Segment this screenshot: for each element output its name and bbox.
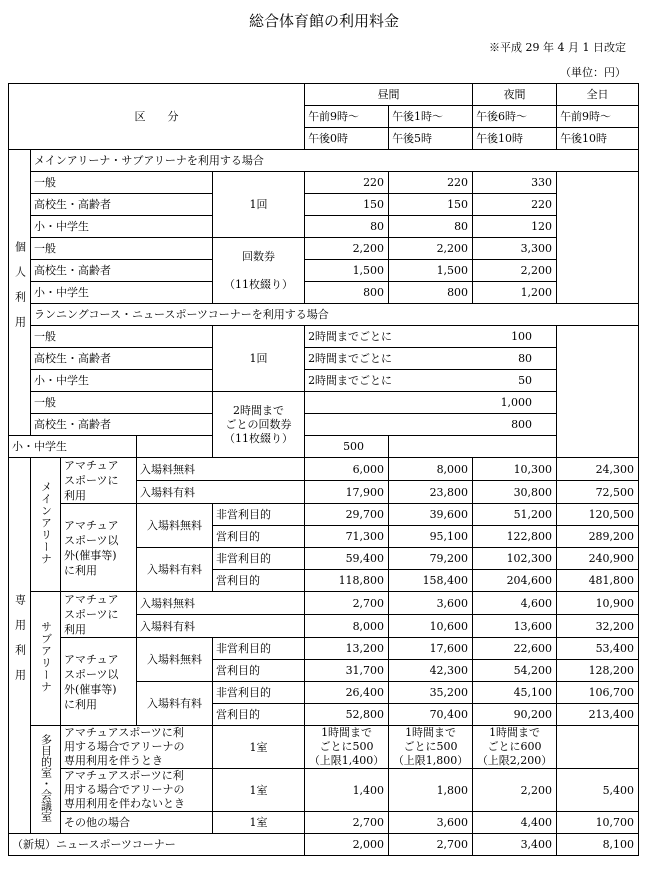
fee-cell: 79,200	[389, 548, 473, 570]
header-slot: 午後5時	[389, 128, 473, 150]
fee-cell: 2時間までごとに 50	[305, 370, 557, 392]
fee-cell: 120	[473, 216, 557, 238]
category-high: 高校生・高齢者	[31, 194, 213, 216]
empty-cell	[557, 172, 639, 304]
table-row	[9, 194, 639, 216]
fee-cell: 31,700	[305, 660, 389, 682]
profit-label: 営利目的	[213, 570, 305, 592]
fee-cell: 35,200	[389, 682, 473, 704]
category-general: 一般	[31, 172, 213, 194]
fee-cell: 80	[389, 216, 473, 238]
fee-cell: 1,000	[305, 392, 557, 414]
fee-cell: 24,300	[557, 458, 639, 481]
header-slot: 午後10時	[557, 128, 639, 150]
free-label: 入場料無料	[137, 504, 213, 548]
page-title: 総合体育館の利用料金	[248, 12, 399, 30]
fee-cell: 289,200	[557, 526, 639, 548]
fee-cell: 8,000	[305, 615, 389, 638]
fee-cell: 42,300	[389, 660, 473, 682]
fee-cell: 150	[389, 194, 473, 216]
fee-cell: 2,200	[389, 238, 473, 260]
fee-cell: 6,000	[305, 458, 389, 481]
table-row	[9, 504, 639, 526]
fee-cell: 2,000	[305, 834, 389, 856]
fee-cell: 118,800	[305, 570, 389, 592]
profit-label: 営利目的	[213, 704, 305, 726]
fee-cell: 2時間までごとに 100	[305, 326, 557, 348]
category-junior: 小・中学生	[31, 282, 213, 304]
paid-label: 入場料有料	[137, 615, 305, 638]
fee-cell: 54,200	[473, 660, 557, 682]
fee-cell: 71,300	[305, 526, 389, 548]
fee-cell: 2,700	[389, 834, 473, 856]
room-count: 1室	[213, 769, 305, 812]
table-row	[9, 392, 639, 414]
fee-cell: 122,800	[473, 526, 557, 548]
category-junior: 小・中学生	[9, 436, 137, 458]
fee-cell: 1時間まで ごとに500 （上限1,800）	[389, 726, 473, 769]
table-row	[9, 436, 639, 458]
table-row	[9, 638, 639, 660]
revision-note: ※平成 29 年 4 月 1 日改定	[489, 41, 626, 54]
fee-cell: 22,600	[473, 638, 557, 660]
fee-cell: 2,700	[305, 812, 389, 834]
fee-cell: 220	[389, 172, 473, 194]
profit-label: 営利目的	[213, 526, 305, 548]
fee-cell: 2時間までごとに 80	[305, 348, 557, 370]
table-row	[9, 326, 639, 348]
nonprofit-label: 非営利目的	[213, 638, 305, 660]
fee-cell: 158,400	[389, 570, 473, 592]
fee-cell: 29,700	[305, 504, 389, 526]
header-slot: 午前9時～	[305, 106, 389, 128]
room-without-arena-label: アマチュアスポーツに利 用する場合でアリーナの 専用利用を伴わないとき	[61, 769, 213, 812]
fee-cell: 500	[137, 436, 389, 458]
header-slot: 午後6時～	[473, 106, 557, 128]
fee-cell: 800	[305, 282, 389, 304]
fee-cell: 1時間まで ごとに500 （上限1,400）	[305, 726, 389, 769]
table-row	[9, 172, 639, 194]
fee-cell: 800	[305, 414, 557, 436]
paid-label: 入場料有料	[137, 481, 305, 504]
fee-cell: 204,600	[473, 570, 557, 592]
fee-cell: 2,200	[305, 238, 389, 260]
personal-label: 個人利用	[9, 150, 31, 436]
category-junior: 小・中学生	[31, 216, 213, 238]
room-label: 多目的室・会議室	[31, 726, 61, 834]
fee-cell: 481,800	[557, 570, 639, 592]
fee-cell: 213,400	[557, 704, 639, 726]
fee-cell: 10,600	[389, 615, 473, 638]
fee-cell: 13,200	[305, 638, 389, 660]
table-row	[9, 592, 639, 615]
fee-cell: 1,500	[389, 260, 473, 282]
fee-cell: 3,600	[389, 592, 473, 615]
running-section-title: ランニングコース・ニュースポーツコーナーを利用する場合	[31, 304, 639, 326]
profit-label: 営利目的	[213, 660, 305, 682]
table-row	[9, 238, 639, 260]
fee-cell: 10,900	[557, 592, 639, 615]
header-slot: 午後10時	[473, 128, 557, 150]
fee-cell: 90,200	[473, 704, 557, 726]
fee-cell: 10,300	[473, 458, 557, 481]
amateur-label: アマチュア スポーツに 利用	[61, 458, 137, 504]
fee-cell: 1,500	[305, 260, 389, 282]
nonprofit-label: 非営利目的	[213, 682, 305, 704]
header-night: 夜間	[473, 84, 557, 106]
run-coupon-label: 2時間まで ごとの回数券 （11枚綴り）	[213, 392, 305, 458]
header-slot: 午後1時～	[389, 106, 473, 128]
fee-cell: 120,500	[557, 504, 639, 526]
once-label: 1回	[213, 172, 305, 238]
header-row-1	[9, 84, 639, 106]
fee-cell: 800	[389, 282, 473, 304]
table-row	[9, 414, 639, 436]
fee-cell: 8,000	[389, 458, 473, 481]
fee-cell: 32,200	[557, 615, 639, 638]
coupon-label: 回数券 （11枚綴り）	[213, 238, 305, 304]
paid-label: 入場料有料	[137, 682, 213, 726]
fee-cell: 30,800	[473, 481, 557, 504]
fee-cell: 51,200	[473, 504, 557, 526]
fee-cell: 53,400	[557, 638, 639, 660]
amateur-label: アマチュア スポーツに 利用	[61, 592, 137, 638]
fee-cell: 5,400	[557, 769, 639, 812]
main-arena-label: メインアリーナ	[31, 458, 61, 592]
fee-cell: 1,400	[305, 769, 389, 812]
fee-cell: 240,900	[557, 548, 639, 570]
fee-cell: 59,400	[305, 548, 389, 570]
once-label: 1回	[213, 326, 305, 392]
free-label: 入場料無料	[137, 592, 305, 615]
fee-cell: 330	[473, 172, 557, 194]
fee-cell: 23,800	[389, 481, 473, 504]
fee-cell: 26,400	[305, 682, 389, 704]
fee-cell: 102,300	[473, 548, 557, 570]
table-row	[9, 834, 639, 856]
empty-cell	[557, 326, 639, 458]
fee-cell: 4,600	[473, 592, 557, 615]
exclusive-label: 専用利用	[9, 458, 31, 834]
other-use-label: アマチュア スポーツ以 外(催事等) に利用	[61, 638, 137, 726]
header-slot: 午後0時	[305, 128, 389, 150]
category-general: 一般	[31, 392, 213, 414]
fee-cell: 17,900	[305, 481, 389, 504]
fee-cell: 17,600	[389, 638, 473, 660]
category-general: 一般	[31, 326, 213, 348]
table-row	[9, 282, 639, 304]
fee-cell: 4,400	[473, 812, 557, 834]
header-daytime: 昼間	[305, 84, 473, 106]
unit-note: （単位：円）	[560, 66, 626, 79]
table-row	[9, 458, 639, 481]
fee-cell: 1,800	[389, 769, 473, 812]
fee-cell: 45,100	[473, 682, 557, 704]
fee-cell: 2,700	[305, 592, 389, 615]
table-row	[9, 370, 639, 392]
free-label: 入場料無料	[137, 638, 213, 682]
fee-cell: 1,200	[473, 282, 557, 304]
header-allday: 全日	[557, 84, 639, 106]
sub-arena-label: サブアリーナ	[31, 592, 61, 726]
fee-cell: 13,600	[473, 615, 557, 638]
table-row	[9, 216, 639, 238]
fee-cell: 106,700	[557, 682, 639, 704]
room-other-label: その他の場合	[61, 812, 213, 834]
fee-cell: 3,600	[389, 812, 473, 834]
fee-cell: 2,200	[473, 769, 557, 812]
paid-label: 入場料有料	[137, 548, 213, 592]
new-sports-corner-label: （新規）ニュースポーツコーナー	[9, 834, 305, 856]
fee-cell: 3,400	[473, 834, 557, 856]
fee-cell: 2,200	[473, 260, 557, 282]
category-high: 高校生・高齢者	[31, 348, 213, 370]
room-count: 1室	[213, 726, 305, 769]
fee-table	[8, 83, 639, 856]
room-count: 1室	[213, 812, 305, 834]
room-with-arena-label: アマチュアスポーツに利 用する場合でアリーナの 専用利用を伴うとき	[61, 726, 213, 769]
arena-section-title: メインアリーナ・サブアリーナを利用する場合	[31, 150, 639, 172]
fee-cell: 95,100	[389, 526, 473, 548]
fee-cell: 128,200	[557, 660, 639, 682]
header-slot: 午前9時～	[557, 106, 639, 128]
fee-cell: 10,700	[557, 812, 639, 834]
fee-cell: 72,500	[557, 481, 639, 504]
table-row	[9, 260, 639, 282]
fee-cell: 150	[305, 194, 389, 216]
fee-cell: 1時間まで ごとに600 （上限2,200）	[473, 726, 557, 769]
category-high: 高校生・高齢者	[31, 414, 213, 436]
fee-cell: 220	[305, 172, 389, 194]
fee-cell: 70,400	[389, 704, 473, 726]
free-label: 入場料無料	[137, 458, 305, 481]
fee-cell: 80	[305, 216, 389, 238]
table-row	[9, 348, 639, 370]
fee-cell: 39,600	[389, 504, 473, 526]
header-kubun: 区 分	[9, 84, 305, 150]
nonprofit-label: 非営利目的	[213, 504, 305, 526]
table-row	[9, 812, 639, 834]
nonprofit-label: 非営利目的	[213, 548, 305, 570]
category-junior: 小・中学生	[31, 370, 213, 392]
category-general: 一般	[31, 238, 213, 260]
fee-cell: 8,100	[557, 834, 639, 856]
fee-cell: 3,300	[473, 238, 557, 260]
empty-cell	[557, 726, 639, 769]
other-use-label: アマチュア スポーツ以 外(催事等) に利用	[61, 504, 137, 592]
category-high: 高校生・高齢者	[31, 260, 213, 282]
fee-cell: 52,800	[305, 704, 389, 726]
fee-cell: 220	[473, 194, 557, 216]
